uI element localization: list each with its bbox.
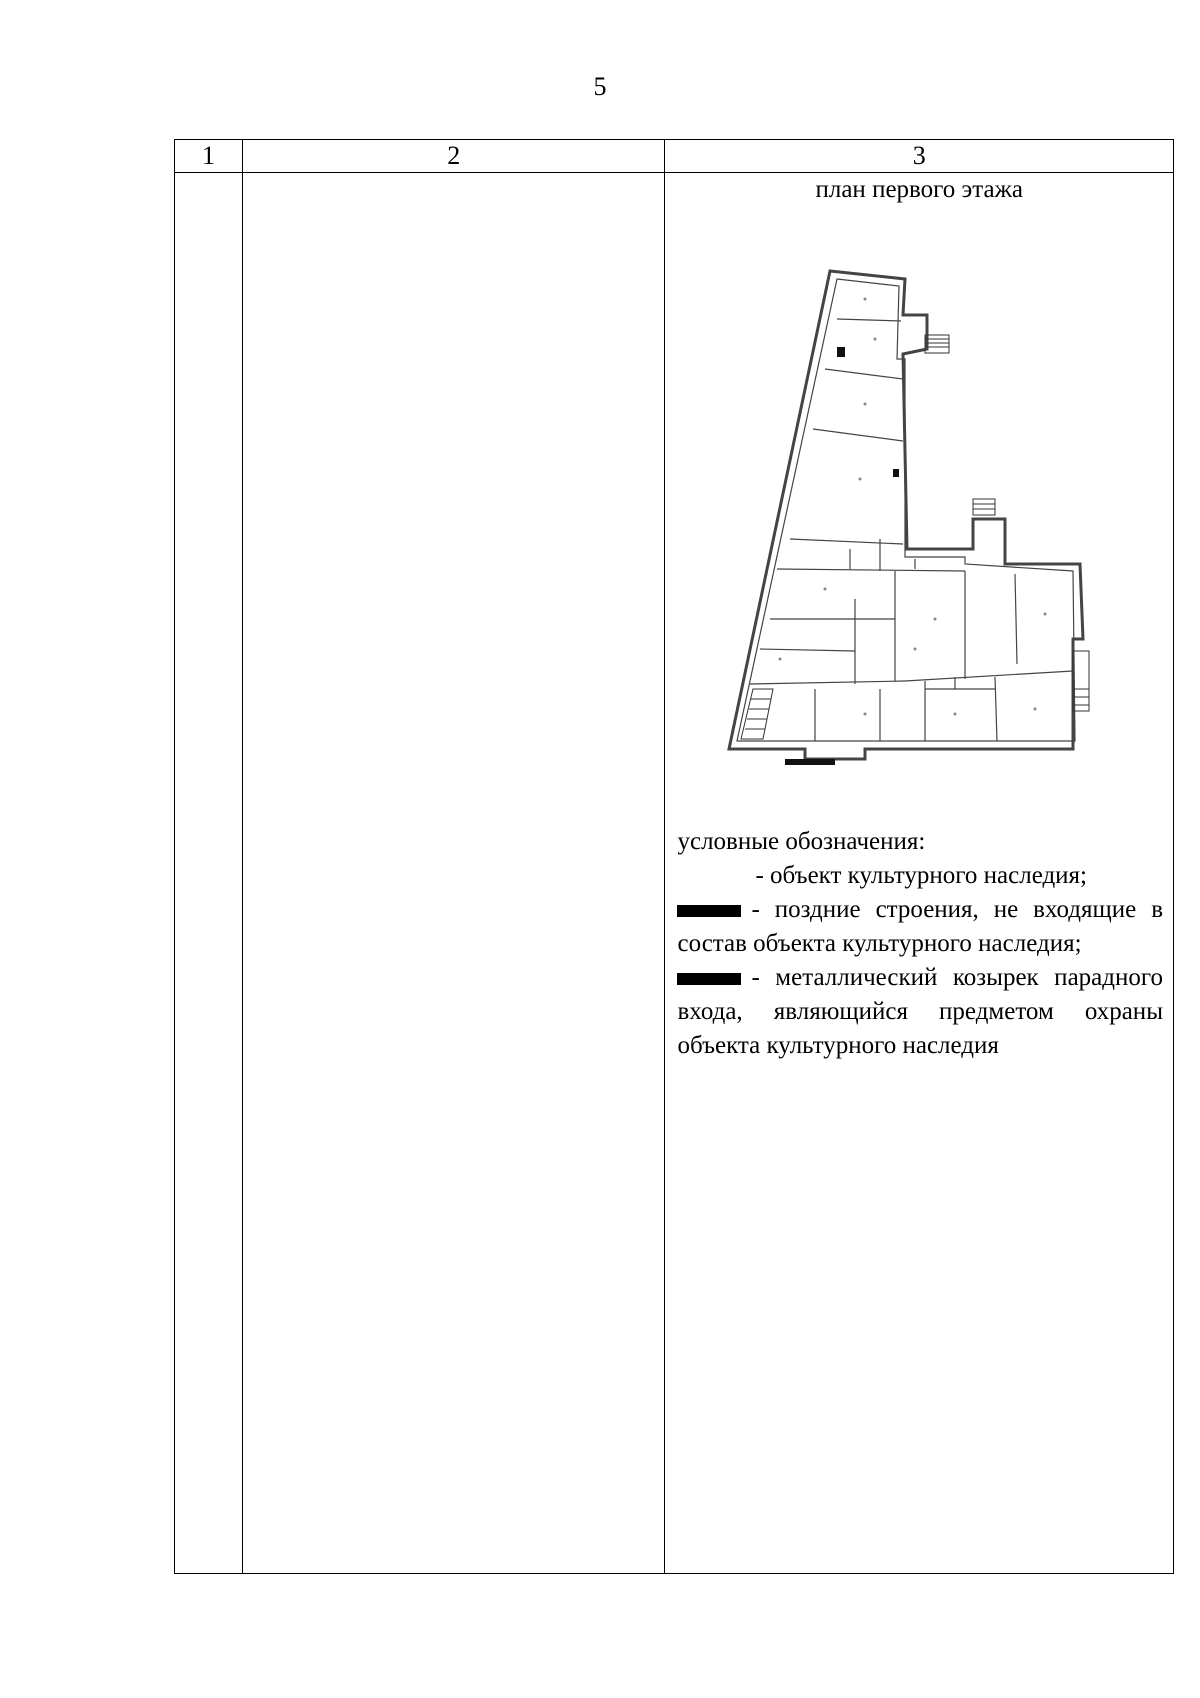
- floor-plan-drawing: [665, 219, 1173, 779]
- legend-item: [677, 893, 1163, 961]
- legend-swatch: [677, 973, 741, 985]
- legend: [677, 825, 1163, 1063]
- floor-plan-image: [665, 219, 1173, 779]
- legend-item-text: - поздние строения, не входящие в состав объекта культурного наследия;: [677, 896, 1163, 957]
- header-col-1: 1: [175, 140, 243, 173]
- header-col-3: 3: [665, 140, 1174, 173]
- body-col-2: [243, 173, 665, 1574]
- page-number: 5: [593, 72, 607, 101]
- header-col-2: 2: [243, 140, 665, 173]
- legend-item-text: - объект культурного наследия;: [755, 862, 1088, 889]
- legend-title: условные обозначения:: [677, 828, 926, 855]
- legend-swatch: [677, 905, 741, 917]
- table-body-row: [175, 173, 1174, 1574]
- body-col-1: [175, 173, 243, 1574]
- plan-title: план первого этажа: [815, 176, 1023, 203]
- table-header-row: [175, 140, 1174, 173]
- body-col-3: [665, 173, 1174, 1574]
- document-table: [174, 139, 1174, 1574]
- legend-item: [677, 859, 1163, 893]
- legend-item: [677, 961, 1163, 1063]
- legend-item-text: - металлический козырек парадного входа, являющийся предметом охраны объекта культурного наследия: [677, 964, 1163, 1059]
